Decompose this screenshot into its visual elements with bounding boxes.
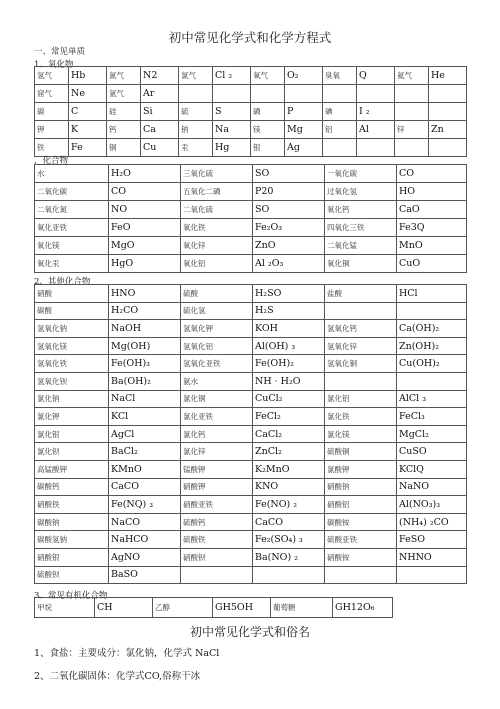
formula-cell: KClQ: [397, 460, 467, 478]
compound-name-cell: 碳酸钙: [35, 478, 109, 496]
formula-cell: HO: [397, 183, 467, 201]
text-line-salt: 1、食盐：主要成分：氯化钠，化学式 NaCl: [34, 648, 220, 659]
compound-name-cell: 二氧化碳: [35, 183, 109, 201]
compound-name-cell: 氯化钠: [35, 390, 109, 408]
compound-name-cell: [325, 372, 397, 390]
formula-cell: AgNO: [109, 548, 181, 566]
table-row: [35, 320, 467, 338]
formula-cell: MgO: [109, 237, 181, 255]
table-row: [35, 460, 467, 478]
compound-name-cell: 硝酸钾: [181, 478, 253, 496]
compound-name-cell: 氯化铜: [181, 390, 253, 408]
formula-cell: SO: [253, 165, 325, 183]
formula-cell: H₂O: [109, 165, 181, 183]
compound-name-cell: 锌: [395, 121, 429, 139]
formula-cell: Ag: [285, 139, 323, 157]
formula-cell: O₂: [285, 67, 323, 85]
formula-cell: NHNO: [397, 548, 467, 566]
formula-cell: CO: [397, 165, 467, 183]
formula-cell: CuSO: [397, 443, 467, 461]
compound-name-cell: 氧化汞: [35, 255, 109, 273]
compound-name-cell: 氢氧化钙: [325, 320, 397, 338]
formula-cell: KMnO: [109, 460, 181, 478]
compound-name-cell: 三氧化硫: [181, 165, 253, 183]
compound-name-cell: 氢氧化铝: [181, 337, 253, 355]
compound-name-cell: 锰酸钾: [181, 460, 253, 478]
compound-name-cell: [181, 566, 253, 584]
compound-name-cell: 氯化铝: [325, 390, 397, 408]
compound-name-cell: 二氧化硫: [181, 201, 253, 219]
compound-name-cell: 氯化钡: [35, 443, 109, 461]
table-row: [35, 478, 467, 496]
compound-name-cell: 氧化镁: [35, 237, 109, 255]
compound-name-cell: 碳酸钠: [35, 513, 109, 531]
formula-cell: [285, 85, 323, 103]
formula-cell: CaO: [397, 201, 467, 219]
compound-name-cell: 碳酸氢钠: [35, 531, 109, 549]
section-heading-compounds: ，化合物: [34, 156, 69, 166]
formula-cell: CuCl₂: [253, 390, 325, 408]
compound-name-cell: 甲烷: [35, 598, 95, 618]
formula-cell: K₂MnO: [253, 460, 325, 478]
compound-name-cell: 钙: [107, 121, 141, 139]
formula-cell: FeCl₂: [253, 408, 325, 426]
compound-name-cell: 磷: [251, 103, 285, 121]
formula-cell: Mg(OH): [109, 337, 181, 355]
compound-name-cell: 碳酸铵: [325, 513, 397, 531]
compound-name-cell: 臭氧: [323, 67, 357, 85]
compound-name-cell: 硫化氢: [181, 302, 253, 320]
table-row: [35, 237, 467, 255]
compound-name-cell: 氧气: [251, 67, 285, 85]
formula-cell: ZnO: [253, 237, 325, 255]
compound-name-cell: [323, 85, 357, 103]
formula-cell: FeSO: [397, 531, 467, 549]
formula-cell: Cu: [141, 139, 179, 157]
compound-name-cell: 氯化钙: [181, 425, 253, 443]
formula-cell: Ne: [69, 85, 107, 103]
formula-cell: MgCl₂: [397, 425, 467, 443]
formula-cell: KCl: [109, 408, 181, 426]
page-title: 初中常见化学式和化学方程式: [168, 30, 332, 45]
table-row: [35, 566, 467, 584]
compound-name-cell: 乙醇: [153, 598, 213, 618]
formula-cell: [429, 139, 467, 157]
table-row: [35, 337, 467, 355]
formula-cell: Mg: [285, 121, 323, 139]
compound-name-cell: 硝酸钠: [325, 478, 397, 496]
compound-name-cell: 一氧化碳: [325, 165, 397, 183]
formula-cell: ZnCl₂: [253, 443, 325, 461]
formula-cell: BaCl₂: [109, 443, 181, 461]
compound-name-cell: 氢氧化亚铁: [181, 355, 253, 373]
formula-cell: FeCl₃: [397, 408, 467, 426]
formula-cell: Fe(NO) ₂: [253, 496, 325, 514]
compound-name-cell: 四氧化三铁: [325, 219, 397, 237]
section-heading-elements: 一、常见单质: [34, 47, 86, 57]
formula-cell: Fe(OH)₃: [109, 355, 181, 373]
formula-cell: H₂CO: [109, 302, 181, 320]
formula-cell: Hb: [69, 67, 107, 85]
compound-name-cell: 硝酸铵: [325, 548, 397, 566]
table-row: [35, 85, 467, 103]
table-row: [35, 408, 467, 426]
table-row: [35, 548, 467, 566]
table-row: [35, 355, 467, 373]
compound-name-cell: 二氧化锰: [325, 237, 397, 255]
formula-cell: N2: [141, 67, 179, 85]
formula-cell: Ca: [141, 121, 179, 139]
formula-cell: Fe₂O₃: [253, 219, 325, 237]
formula-cell: Fe3Q: [397, 219, 467, 237]
formula-cell: Fe(OH)₂: [253, 355, 325, 373]
table-row: [35, 219, 467, 237]
compound-name-cell: 氯化铁: [325, 408, 397, 426]
table-row: [35, 255, 467, 273]
elements-table: [34, 66, 467, 157]
table-row: [35, 598, 393, 618]
table-row: [35, 139, 467, 157]
compound-name-cell: 氩气: [107, 85, 141, 103]
compound-name-cell: 盐酸: [325, 285, 397, 303]
formula-cell: He: [429, 67, 467, 85]
compound-name-cell: 氯化亚铁: [181, 408, 253, 426]
compound-name-cell: 氧化锌: [181, 237, 253, 255]
compound-name-cell: 碘: [323, 103, 357, 121]
compound-name-cell: 氢氧化钾: [181, 320, 253, 338]
formula-cell: GH12O₆: [333, 598, 393, 618]
section-heading-oxides: 1、氧化物: [34, 60, 74, 70]
formula-cell: BaSO: [109, 566, 181, 584]
formula-cell: KOH: [253, 320, 325, 338]
subtitle-common-names: 初中常见化学式和俗名: [189, 625, 310, 639]
oxides-table: [34, 164, 467, 273]
compound-name-cell: [251, 85, 285, 103]
formula-cell: P: [285, 103, 323, 121]
formula-cell: GH5OH: [213, 598, 271, 618]
compound-name-cell: 硫酸铜: [325, 443, 397, 461]
compound-name-cell: 硫酸钙: [181, 513, 253, 531]
table-row: [35, 165, 467, 183]
compound-name-cell: 氧化铝: [181, 255, 253, 273]
table-row: [35, 302, 467, 320]
compound-name-cell: 过氧化氢: [325, 183, 397, 201]
formula-cell: NaNO: [397, 478, 467, 496]
table-row: [35, 513, 467, 531]
compound-name-cell: 水: [35, 165, 109, 183]
table-row: [35, 67, 467, 85]
formula-cell: Al(OH) ₃: [253, 337, 325, 355]
formula-cell: NaHCO: [109, 531, 181, 549]
compound-name-cell: 氦气: [395, 67, 429, 85]
formula-cell: CaCl₂: [253, 425, 325, 443]
formula-cell: Zn: [429, 121, 467, 139]
formula-cell: SO: [253, 201, 325, 219]
compound-name-cell: 铁: [35, 139, 69, 157]
formula-cell: Zn(OH)₂: [397, 337, 467, 355]
compound-name-cell: 银: [251, 139, 285, 157]
formula-cell: Cl ₂: [213, 67, 251, 85]
formula-cell: [357, 139, 395, 157]
formula-cell: Ba(NO) ₂: [253, 548, 325, 566]
organic-compounds-table: [34, 597, 393, 618]
compound-name-cell: 氢氧化镁: [35, 337, 109, 355]
formula-cell: Fe₂(SO₄) ₃: [253, 531, 325, 549]
formula-cell: NaOH: [109, 320, 181, 338]
compound-name-cell: 氯化锌: [181, 443, 253, 461]
compound-name-cell: 二氧化氮: [35, 201, 109, 219]
formula-cell: MnO: [397, 237, 467, 255]
table-row: [35, 496, 467, 514]
compound-name-cell: 氨水: [181, 372, 253, 390]
formula-cell: Fe(NQ) ₃: [109, 496, 181, 514]
compound-name-cell: 碳酸: [35, 302, 109, 320]
formula-cell: [429, 85, 467, 103]
compound-name-cell: 钾: [35, 121, 69, 139]
compound-name-cell: [325, 302, 397, 320]
formula-cell: H₂S: [253, 302, 325, 320]
formula-cell: Ca(OH)₂: [397, 320, 467, 338]
compound-name-cell: 硅: [107, 103, 141, 121]
compound-name-cell: [179, 85, 213, 103]
compound-name-cell: 汞: [179, 139, 213, 157]
compound-name-cell: 氢氧化锌: [325, 337, 397, 355]
formula-cell: Hg: [213, 139, 251, 157]
compound-name-cell: 硫酸钡: [35, 566, 109, 584]
compound-name-cell: 氢氧化钠: [35, 320, 109, 338]
table-row: [35, 285, 467, 303]
compound-name-cell: 葡萄糖: [271, 598, 333, 618]
formula-cell: HCl: [397, 285, 467, 303]
compound-name-cell: 氯酸钾: [325, 460, 397, 478]
table-row: [35, 103, 467, 121]
compound-name-cell: 氢氧化铜: [325, 355, 397, 373]
compound-name-cell: [395, 85, 429, 103]
formula-cell: [213, 85, 251, 103]
formula-cell: C: [69, 103, 107, 121]
compound-name-cell: 氢氧化铁: [35, 355, 109, 373]
formula-cell: CO: [109, 183, 181, 201]
formula-cell: AlCl ₃: [397, 390, 467, 408]
formula-cell: S: [213, 103, 251, 121]
formula-cell: NH · H₂O: [253, 372, 325, 390]
section-heading-organic: 3、常见有机化合物: [34, 591, 108, 601]
table-row: [35, 183, 467, 201]
compound-name-cell: 氢氧化钡: [35, 372, 109, 390]
formula-cell: NO: [109, 201, 181, 219]
compound-name-cell: 高锰酸钾: [35, 460, 109, 478]
compound-name-cell: 钠: [179, 121, 213, 139]
compound-name-cell: 铝: [323, 121, 357, 139]
formula-cell: CuO: [397, 255, 467, 273]
compound-name-cell: 碳: [35, 103, 69, 121]
formula-cell: Cu(OH)₂: [397, 355, 467, 373]
compound-name-cell: 硫酸: [181, 285, 253, 303]
compound-name-cell: 氢气: [35, 67, 69, 85]
formula-cell: NaCl: [109, 390, 181, 408]
compound-name-cell: 镁: [251, 121, 285, 139]
table-row: [35, 390, 467, 408]
formula-cell: P20: [253, 183, 325, 201]
formula-cell: Na: [213, 121, 251, 139]
formula-cell: Ba(OH)₂: [109, 372, 181, 390]
formula-cell: H₂SO: [253, 285, 325, 303]
compound-name-cell: 氮气: [107, 67, 141, 85]
formula-cell: Al(NO₃)₃: [397, 496, 467, 514]
formula-cell: I ₂: [357, 103, 395, 121]
formula-cell: AgCl: [109, 425, 181, 443]
compound-name-cell: 硝酸亚铁: [181, 496, 253, 514]
formula-cell: [253, 566, 325, 584]
compound-name-cell: [325, 566, 397, 584]
formula-cell: Al: [357, 121, 395, 139]
formula-cell: Fe: [69, 139, 107, 157]
formula-cell: [429, 103, 467, 121]
section-heading-other-compounds: 2、其他化合物: [34, 277, 91, 287]
other-compounds-table: [34, 284, 467, 584]
table-row: [35, 372, 467, 390]
compound-name-cell: 硫酸亚铁: [325, 531, 397, 549]
text-line-dry-ice: 2、二氧化碳固体：化学式CO,俗称干冰: [34, 671, 201, 682]
formula-cell: [357, 85, 395, 103]
compound-name-cell: 氯化镁: [325, 425, 397, 443]
compound-name-cell: 氯气: [179, 67, 213, 85]
table-row: [35, 531, 467, 549]
formula-cell: Si: [141, 103, 179, 121]
formula-cell: [397, 566, 467, 584]
compound-name-cell: 硝酸: [35, 285, 109, 303]
compound-name-cell: 硝酸钡: [181, 548, 253, 566]
compound-name-cell: 硝酸铁: [35, 496, 109, 514]
formula-cell: CH: [95, 598, 153, 618]
formula-cell: CaCO: [109, 478, 181, 496]
compound-name-cell: [395, 103, 429, 121]
formula-cell: Ar: [141, 85, 179, 103]
formula-cell: KNO: [253, 478, 325, 496]
table-row: [35, 443, 467, 461]
formula-cell: [397, 302, 467, 320]
formula-cell: [397, 372, 467, 390]
formula-cell: HNO: [109, 285, 181, 303]
table-row: [35, 121, 467, 139]
compound-name-cell: 硫: [179, 103, 213, 121]
formula-cell: Al ₂O₃: [253, 255, 325, 273]
compound-name-cell: 氧化铜: [325, 255, 397, 273]
table-row: [35, 425, 467, 443]
compound-name-cell: 氯化银: [35, 425, 109, 443]
compound-name-cell: 氧化亚铁: [35, 219, 109, 237]
compound-name-cell: 硝酸银: [35, 548, 109, 566]
compound-name-cell: [323, 139, 357, 157]
compound-name-cell: 窟气: [35, 85, 69, 103]
compound-name-cell: 氧化钙: [325, 201, 397, 219]
formula-cell: CaCO: [253, 513, 325, 531]
formula-cell: NaCO: [109, 513, 181, 531]
compound-name-cell: 硫酸铁: [181, 531, 253, 549]
table-row: [35, 201, 467, 219]
compound-name-cell: 五氧化二磷: [181, 183, 253, 201]
compound-name-cell: 氯化钾: [35, 408, 109, 426]
formula-cell: K: [69, 121, 107, 139]
formula-cell: (NH₄) ₂CO: [397, 513, 467, 531]
formula-cell: FeO: [109, 219, 181, 237]
compound-name-cell: 硝酸铝: [325, 496, 397, 514]
compound-name-cell: [395, 139, 429, 157]
compound-name-cell: 铜: [107, 139, 141, 157]
formula-cell: Q: [357, 67, 395, 85]
compound-name-cell: 氧化铁: [181, 219, 253, 237]
formula-cell: HgO: [109, 255, 181, 273]
